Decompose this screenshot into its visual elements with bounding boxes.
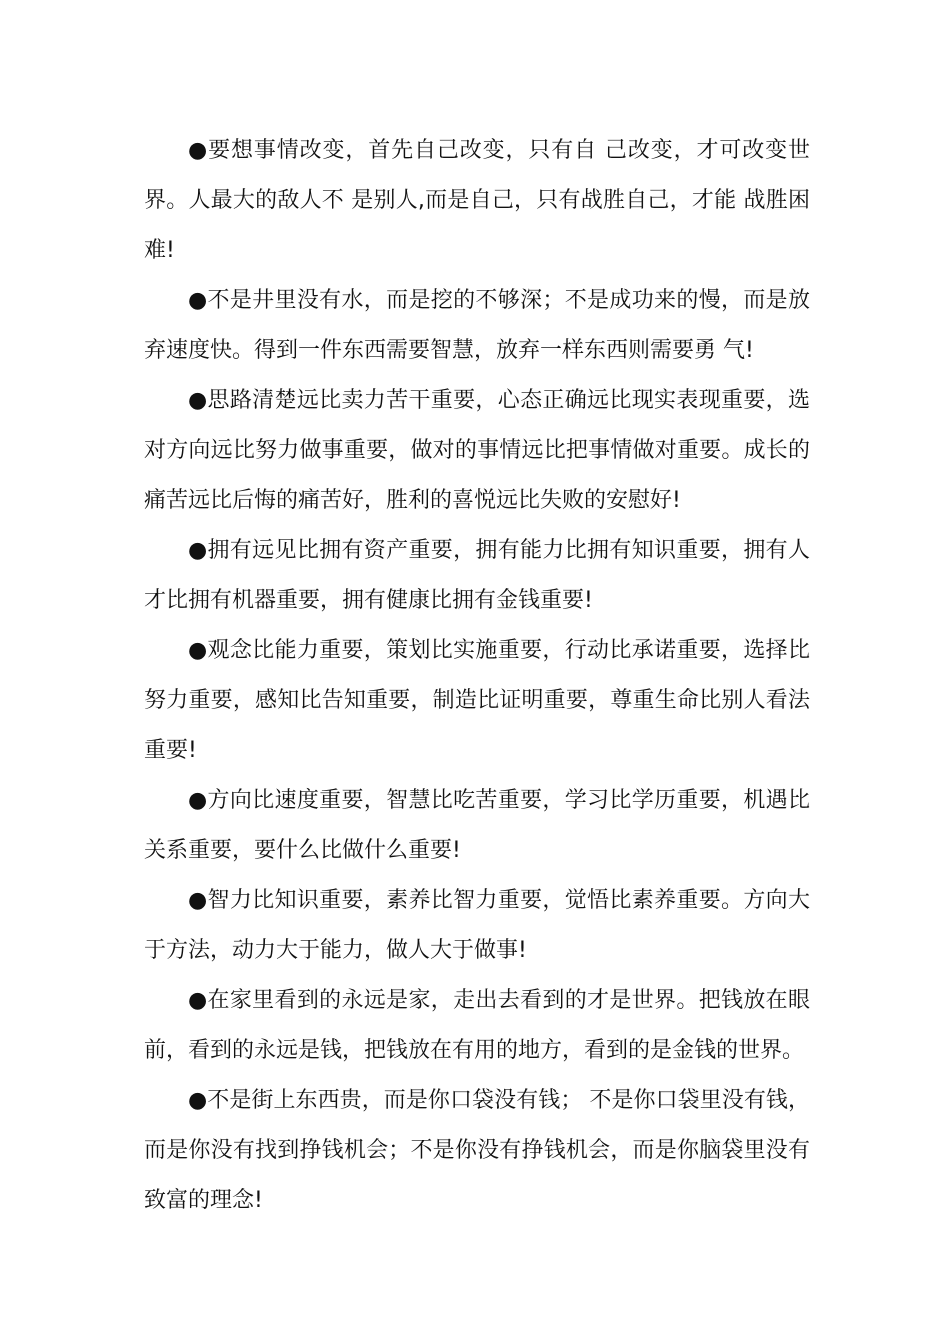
paragraph-5: ●观念比能力重要，策划比实施重要，行动比承诺重要，选择比努力重要，感知比告知重要，制造比证明重要，尊重生命比别人看法重要!: [144, 638, 810, 763]
paragraph-1: ●要想事情改变，首先自己改变，只有自 己改变，才可改变世界。人最大的敌人不 是别人,而是自己，只有战胜自己，才能 战胜困难!: [144, 138, 810, 263]
paragraph-6: ●方向比速度重要，智慧比吃苦重要，学习比学历重要，机遇比关系重要，要什么比做什么重要!: [144, 788, 810, 863]
paragraph-2: ●不是井里没有水，而是挖的不够深；不是成功来的慢，而是放弃速度快。得到一件东西需要智慧，放弃一样东西则需要勇 气!: [144, 288, 810, 363]
paragraph-9: ●不是街上东西贵，而是你口袋没有钱； 不是你口袋里没有钱，而是你没有找到挣钱机会；不是你没有挣钱机会，而是你脑袋里没有致富的理念!: [144, 1088, 810, 1213]
paragraph-3: ●思路清楚远比卖力苦干重要，心态正确远比现实表现重要，选对方向远比努力做事重要，做对的事情远比把事情做对重要。成长的痛苦远比后悔的痛苦好，胜利的喜悦远比失败的安慰好!: [144, 388, 810, 513]
document-body: [144, 126, 810, 1226]
paragraph-8: ●在家里看到的永远是家，走出去看到的才是世界。把钱放在眼前，看到的永远是钱，把钱放在有用的地方，看到的是金钱的世界。: [144, 988, 810, 1063]
paragraph-7: ●智力比知识重要，素养比智力重要，觉悟比素养重要。方向大于方法，动力大于能力，做人大于做事!: [144, 888, 810, 963]
paragraph-4: ●拥有远见比拥有资产重要，拥有能力比拥有知识重要，拥有人才比拥有机器重要，拥有健康比拥有金钱重要!: [144, 538, 810, 613]
